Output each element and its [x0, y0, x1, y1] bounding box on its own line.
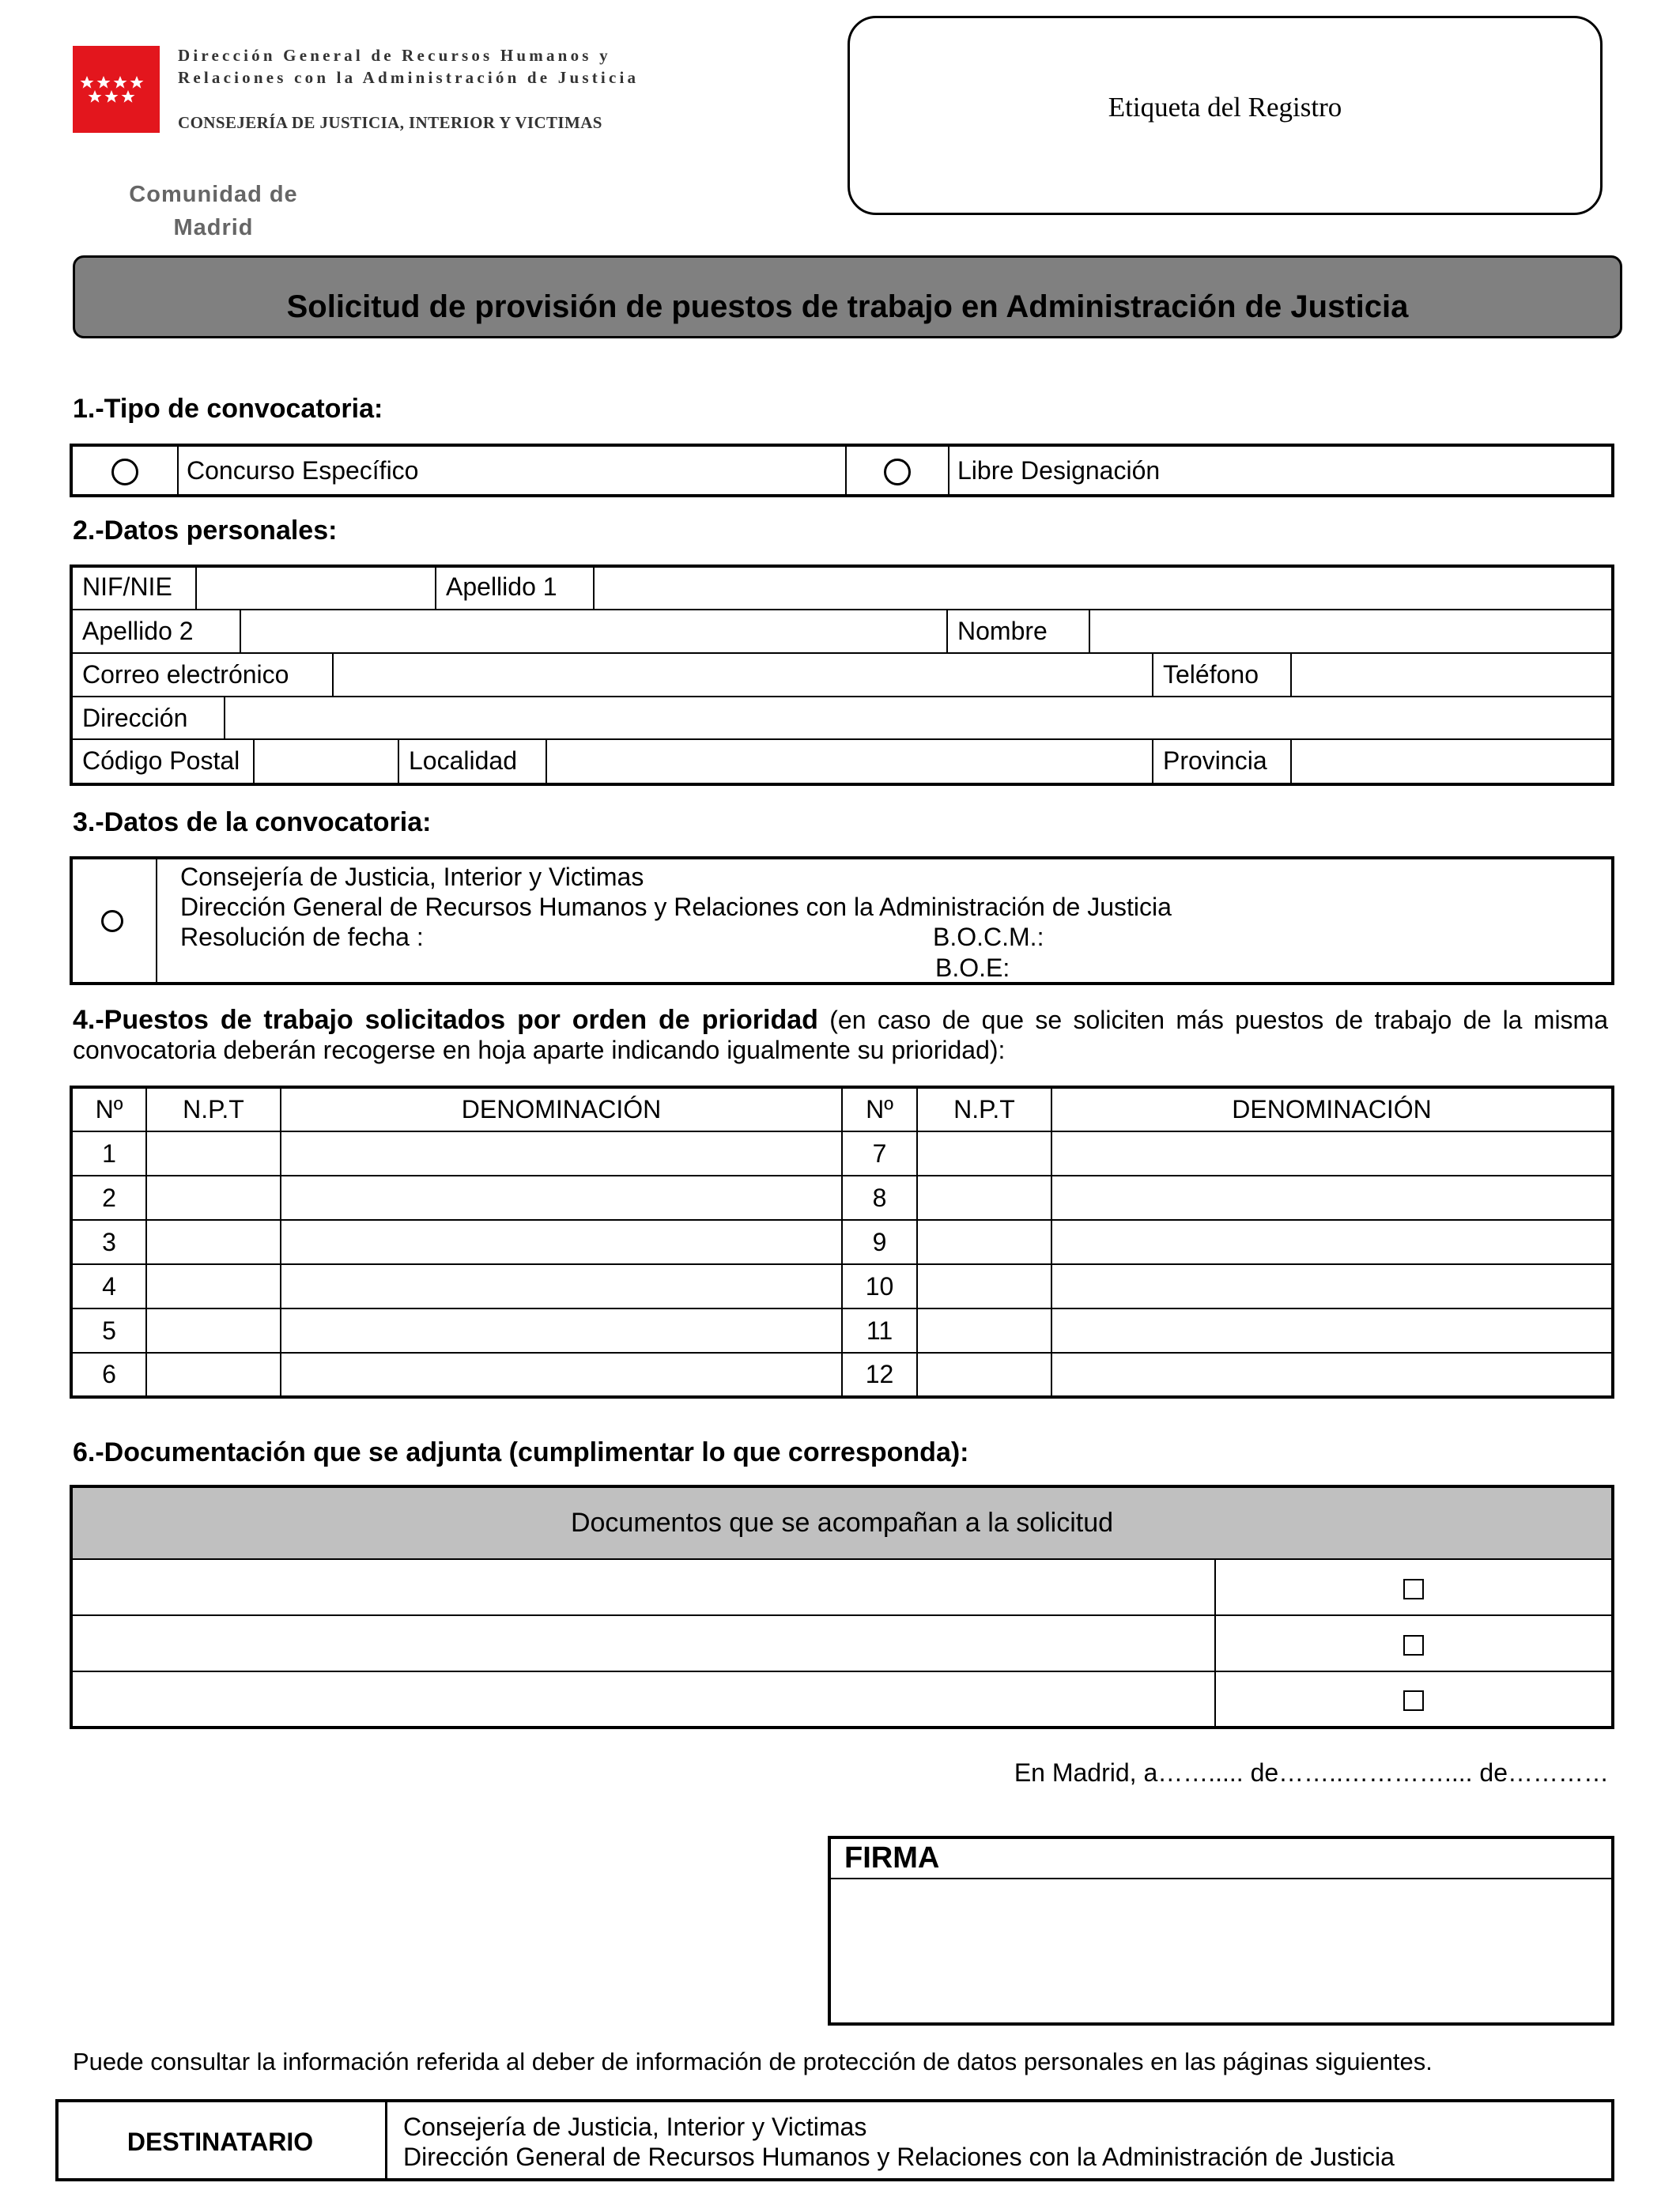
puestos-table: [70, 1086, 1614, 1399]
header-dg-line2: Relaciones con la Administración de Justicia: [178, 68, 640, 87]
row-number: 9: [842, 1220, 917, 1264]
cp-input[interactable]: [255, 740, 399, 783]
libre-radio[interactable]: [884, 459, 911, 485]
col-denom-right: DENOMINACIÓN: [1051, 1087, 1613, 1131]
correo-label: Correo electrónico: [73, 654, 334, 696]
destinatario-line1: Consejería de Justicia, Interior y Victimas: [403, 2113, 867, 2141]
npt-input[interactable]: [917, 1176, 1051, 1220]
table-row: [71, 1671, 1613, 1728]
datos-convocatoria-separator: [156, 856, 157, 985]
denominacion-input[interactable]: [281, 1353, 842, 1397]
firma-box[interactable]: [828, 1836, 1614, 2026]
conv-bocm: B.O.C.M.:: [933, 923, 1044, 951]
telefono-label: Teléfono: [1153, 654, 1292, 696]
firma-separator: [828, 1878, 1614, 1879]
nif-input[interactable]: [197, 566, 436, 609]
section2-title: 2.-Datos personales:: [73, 515, 338, 546]
checkbox[interactable]: [1403, 1690, 1424, 1711]
table-row: [71, 1176, 1613, 1220]
apellido1-input[interactable]: [595, 566, 1611, 609]
comunidad-line2: Madrid: [173, 215, 254, 240]
page-title: Solicitud de provisión de puestos de trabajo en Administración de Justicia: [286, 289, 1409, 324]
documentos-header: Documentos que se acompañan a la solicitud: [71, 1486, 1613, 1559]
table-row: [71, 1220, 1613, 1264]
denominacion-input[interactable]: [281, 1131, 842, 1176]
row-number: 1: [71, 1131, 146, 1176]
destinatario-separator: [385, 2099, 387, 2181]
row-apellido2: [70, 609, 1614, 652]
concurso-radio-cell[interactable]: [71, 445, 178, 496]
denominacion-input[interactable]: [1051, 1308, 1613, 1353]
documentacion-table: [70, 1485, 1614, 1729]
row-correo: [70, 652, 1614, 696]
row-number: 3: [71, 1220, 146, 1264]
row-number: 8: [842, 1176, 917, 1220]
comunidad-line1: Comunidad de: [129, 182, 298, 207]
section4-title: [73, 1005, 1608, 1065]
npt-input[interactable]: [146, 1220, 281, 1264]
npt-input[interactable]: [917, 1264, 1051, 1308]
header-dg-line1: Dirección General de Recursos Humanos y: [178, 46, 611, 65]
denominacion-input[interactable]: [281, 1220, 842, 1264]
comunidad-label: [119, 178, 308, 244]
npt-input[interactable]: [917, 1353, 1051, 1397]
nombre-label: Nombre: [948, 610, 1090, 652]
section3-title: 3.-Datos de la convocatoria:: [73, 807, 432, 837]
libre-label: Libre Designación: [949, 445, 1613, 496]
row-number: 5: [71, 1308, 146, 1353]
table-row: [71, 1264, 1613, 1308]
row-nif: [70, 566, 1614, 609]
conv-line1: Consejería de Justicia, Interior y Victimas: [180, 863, 644, 891]
documento-input[interactable]: [71, 1615, 1215, 1671]
convocatoria-radio[interactable]: [101, 910, 123, 932]
row-number: 4: [71, 1264, 146, 1308]
nif-label: NIF/NIE: [73, 566, 197, 609]
table-row: [71, 1559, 1613, 1615]
table-header-row: [71, 1087, 1613, 1131]
col-denom-left: DENOMINACIÓN: [281, 1087, 842, 1131]
col-npt-right: N.P.T: [917, 1087, 1051, 1131]
row-direccion: [70, 696, 1614, 738]
col-npt-left: N.P.T: [146, 1087, 281, 1131]
section4-title-note: (en caso de que se soliciten más puestos de trabajo de la misma convocatoria deberán recogerse en hoja aparte indicando igualmente su prioridad):: [73, 1006, 1609, 1064]
localidad-label: Localidad: [399, 740, 547, 783]
apellido1-label: Apellido 1: [436, 566, 595, 609]
denominacion-input[interactable]: [1051, 1176, 1613, 1220]
header-consejeria: CONSEJERÍA DE JUSTICIA, INTERIOR Y VICTIMAS: [178, 113, 602, 132]
info-line: Puede consultar la información referida al deber de información de protección de datos personales en las páginas siguientes.: [73, 2048, 1433, 2075]
row-number: 2: [71, 1176, 146, 1220]
section1-title: 1.-Tipo de convocatoria:: [73, 394, 383, 424]
denominacion-input[interactable]: [281, 1264, 842, 1308]
row-number: 10: [842, 1264, 917, 1308]
npt-input[interactable]: [146, 1131, 281, 1176]
npt-input[interactable]: [146, 1308, 281, 1353]
registro-label: Etiqueta del Registro: [1108, 92, 1342, 123]
table-row: [71, 1615, 1613, 1671]
cp-label: Código Postal: [73, 740, 255, 783]
concurso-radio[interactable]: [111, 459, 138, 485]
npt-input[interactable]: [917, 1220, 1051, 1264]
denominacion-input[interactable]: [281, 1176, 842, 1220]
checkbox[interactable]: [1403, 1579, 1424, 1599]
denominacion-input[interactable]: [1051, 1353, 1613, 1397]
checkbox[interactable]: [1403, 1635, 1424, 1656]
documento-check-cell[interactable]: [1215, 1671, 1613, 1728]
documento-input[interactable]: [71, 1671, 1215, 1728]
row-number: 11: [842, 1308, 917, 1353]
documento-check-cell[interactable]: [1215, 1559, 1613, 1615]
section6-title: 6.-Documentación que se adjunta (cumplimentar lo que corresponda):: [73, 1437, 969, 1467]
apellido2-label: Apellido 2: [73, 610, 241, 652]
table-row: [71, 1353, 1613, 1397]
fecha-line: En Madrid, a……..... de……..………….... de…………: [1014, 1758, 1609, 1787]
row-number: 12: [842, 1353, 917, 1397]
stars-icon: [73, 46, 160, 133]
row-number: 6: [71, 1353, 146, 1397]
direccion-input[interactable]: [225, 697, 1611, 738]
conv-line2: Dirección General de Recursos Humanos y Relaciones con la Administración de Justicia: [180, 893, 1172, 921]
table-header-row: [71, 1486, 1613, 1559]
denominacion-input[interactable]: [1051, 1264, 1613, 1308]
provincia-label: Provincia: [1153, 740, 1292, 783]
denominacion-input[interactable]: [1051, 1131, 1613, 1176]
section4-title-bold: 4.-Puestos de trabajo solicitados por orden de prioridad: [73, 1005, 818, 1035]
row-number: 7: [842, 1131, 917, 1176]
table-row: [71, 1308, 1613, 1353]
npt-input[interactable]: [146, 1264, 281, 1308]
destinatario-line2: Dirección General de Recursos Humanos y Relaciones con la Administración de Justicia: [403, 2143, 1395, 2171]
documento-input[interactable]: [71, 1559, 1215, 1615]
col-n-left: Nº: [71, 1087, 146, 1131]
comunidad-madrid-logo: [73, 46, 160, 133]
nombre-input[interactable]: [1090, 610, 1611, 652]
conv-resolucion: Resolución de fecha :: [180, 923, 424, 951]
conv-boe: B.O.E:: [935, 954, 1010, 982]
denominacion-input[interactable]: [281, 1308, 842, 1353]
localidad-input[interactable]: [547, 740, 1153, 783]
destinatario-label: DESTINATARIO: [126, 2128, 314, 2156]
telefono-input[interactable]: [1292, 654, 1611, 696]
npt-input[interactable]: [146, 1176, 281, 1220]
correo-input[interactable]: [334, 654, 1153, 696]
apellido2-input[interactable]: [241, 610, 948, 652]
npt-input[interactable]: [146, 1353, 281, 1397]
table-row: [71, 1131, 1613, 1176]
firma-label: FIRMA: [844, 1841, 940, 1875]
npt-input[interactable]: [917, 1308, 1051, 1353]
npt-input[interactable]: [917, 1131, 1051, 1176]
concurso-label: Concurso Específico: [178, 445, 846, 496]
libre-radio-cell[interactable]: [846, 445, 949, 496]
denominacion-input[interactable]: [1051, 1220, 1613, 1264]
documento-check-cell[interactable]: [1215, 1615, 1613, 1671]
direccion-label: Dirección: [73, 697, 225, 738]
provincia-input[interactable]: [1292, 740, 1611, 783]
col-n-right: Nº: [842, 1087, 917, 1131]
tipo-convocatoria-table: [70, 444, 1614, 497]
row-cp: [70, 738, 1614, 783]
